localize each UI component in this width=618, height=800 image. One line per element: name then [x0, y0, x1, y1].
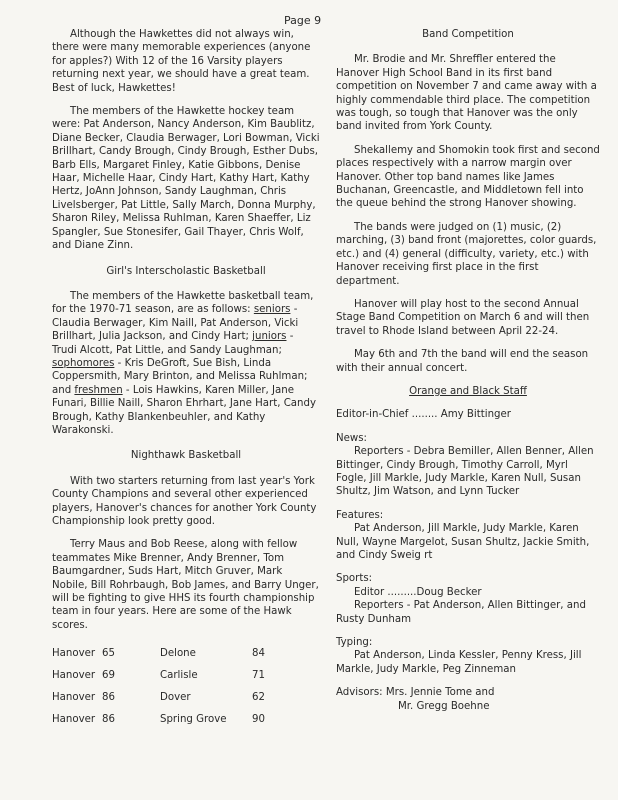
typing-list: Pat Anderson, Linda Kessler, Penny Kress, Jill Markle, Judy Markle, Peg Zinneman — [336, 650, 582, 675]
hawkettes-paragraph: Although the Hawkettes did not always win, there were many memorable experiences (anyone for apples?) With 12 of the 16 Varsity players returning next year, we should have a great team. Best of luck, Hawkettes! — [52, 29, 311, 94]
typing-section — [336, 636, 600, 676]
band-paragraph-4: Hanover will play host to the second Annual Stage Band Competition on March 6 and will then travel to Rhode Island between April 22-24. — [336, 298, 590, 337]
sports-label: Sports: — [336, 573, 373, 585]
editor-line: Editor-in-Chief ........ Amy Bittinger — [336, 409, 511, 421]
features-list: Pat Anderson, Jill Markle, Judy Markle, Karen Null, Wayne Margelot, Susan Shultz, Jackie Smith, and Cindy Sweig rt — [336, 523, 590, 561]
news-reporters: Reporters - Debra Bemiller, Allen Benner, Allen Bittinger, Cindy Brough, Timothy Carroll, Myrl Fogle, Jill Markle, Judy Markle, Karen Null, Susan Shultz, Jim Watson, and Lynn Tucker — [336, 446, 594, 498]
sports-reporters: Reporters - Pat Anderson, Allen Bittinger, and Rusty Dunham — [336, 600, 586, 625]
advisor-1: Mrs. Jennie Tome and — [385, 687, 495, 699]
table-row: Hanover 86 Dover 62 — [52, 691, 265, 703]
advisor-2: Mr. Gregg Boehne — [398, 700, 490, 712]
nighthawk-heading: Nighthawk Basketball — [130, 450, 242, 462]
juniors-label: juniors — [252, 331, 287, 343]
table-row: Hanover 69 Carlisle 71 — [52, 669, 265, 681]
news-label: News: — [336, 432, 367, 444]
seniors-label: seniors — [253, 304, 291, 316]
sports-section — [336, 572, 600, 626]
scores-table — [52, 642, 292, 730]
page-number: Page 9 — [284, 14, 322, 27]
staff-heading: Orange and Black Staff — [409, 385, 527, 397]
table-row: Hanover 65 Delone 84 — [52, 647, 265, 659]
sophomores-label: sophomores — [52, 357, 115, 369]
nighthawk-paragraph-1: With two starters returning from last year's York County Champions and several other experienced players, Hanover's chances for another York County Championship look pretty good. — [52, 475, 317, 527]
sports-editor: Editor .........Doug Becker — [354, 586, 482, 598]
band-paragraph-1: Mr. Brodie and Mr. Shreffler entered the Hanover High School Band in its first band competition on November 7 and came away with a highly commendable third place. The competition was tough, so tough that Hanover was the only band invited from York County. — [336, 54, 597, 133]
band-paragraph-3: The bands were judged on (1) music, (2) marching, (3) band front (majorettes, color guards, etc.) and (4) general (difficulty, variety, etc.) with Hanover receiving first place in the first department. — [336, 221, 597, 287]
band-paragraph-5: May 6th and 7th the band will end the season with their annual concert. — [336, 349, 589, 374]
news-section — [336, 432, 600, 499]
band-heading: Band Competition — [422, 29, 514, 40]
basketball-team-paragraph: The members of the Hawkette basketball team, for the 1970-71 season, are as follows: seniors - Claudia Berwager, Kim Naill, Pat Anderson, Vicki Brillhart, Julia Jackson, and Cindy Hart; juniors - Trudi Alcott, Pat Little, and Sandy Laughman; sophomores - Kris DeGroft, Sue Bish, Linda Coppersmith, Mary Brinton, and Melissa Ruhlman; and freshmen - Lois Hawkins, Karen Miller, Jane Funari, Billie Naill, Sharon Ehrhart, Jane Hart, Candy Brough, Kathy Blankenbeuhler, and Kathy Warakonski. — [52, 290, 317, 436]
advisors-label: Advisors: — [336, 687, 383, 699]
right-column — [336, 28, 600, 713]
basketball-heading: Girl's Interscholastic Basketball — [106, 265, 266, 277]
nighthawk-paragraph-2: Terry Maus and Bob Reese, along with fellow teammates Mike Brenner, Andy Brenner, Tom Baumgardner, Suds Hart, Mitch Gruver, Mark Nobile, Bill Rohrbaugh, Bob James, and Barry Unger, will be fighting to give HHS its fourth championship team in four years. Here are some of the Hawk scores. — [52, 539, 319, 631]
freshmen-label: freshmen — [74, 384, 123, 396]
features-label: Features: — [336, 509, 384, 521]
features-section — [336, 509, 600, 563]
left-column — [52, 28, 320, 730]
band-paragraph-2: Shekallemy and Shomokin took first and second places respectively with a narrow margin over Hanover. Other top band names like James Buchanan, Greencastle, and Middletown fell into the queue behind the strong Hanover showing. — [336, 144, 600, 210]
typing-label: Typing: — [336, 637, 373, 649]
table-row: Hanover 86 Spring Grove 90 — [52, 713, 265, 725]
hockey-team-paragraph: The members of the Hawkette hockey team were: Pat Anderson, Nancy Anderson, Kim Baublitz, Diane Becker, Claudia Berwager, Lori Bowman, Vicki Brillhart, Candy Brough, Cindy Brough, Esther Dubs, Barb Ells, Margaret Finley, Katie Gibbons, Denise Haar, Michelle Haar, Cindy Hart, Kathy Hart, Kathy Hertz, JoAnn Johnson, Sandy Laughman, Chris Livelsberger, Pat Little, Sally March, Donna Murphy, Sharon Riley, Melissa Ruhlman, Karen Shaeffer, Liz Spangler, Sue Stonesifer, Gail Thayer, Chris Wolf, and Diane Zinn. — [52, 106, 320, 252]
advisors-section — [336, 686, 600, 713]
